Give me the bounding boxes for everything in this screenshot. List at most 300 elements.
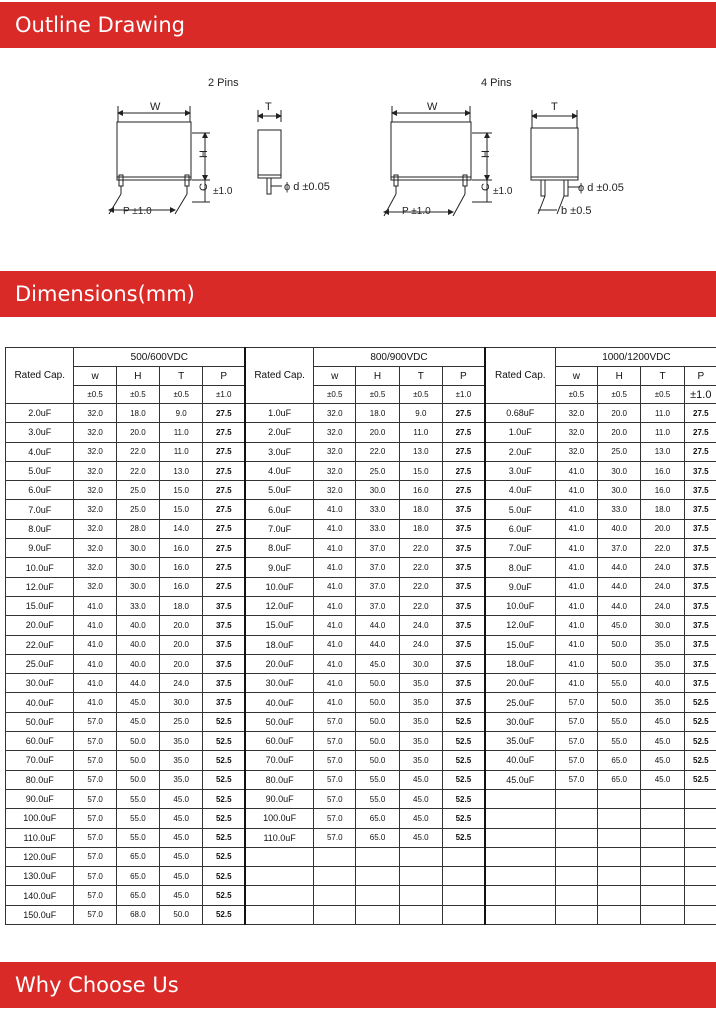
rated-cap-cell: 100.0uF (245, 809, 313, 828)
t-cell: 13.0 (399, 442, 442, 461)
rated-cap-cell: 10.0uF (6, 558, 74, 577)
t-cell: 11.0 (399, 423, 442, 442)
empty-cell (598, 847, 641, 866)
t-cell: 20.0 (160, 654, 203, 673)
h-cell: 50.0 (598, 693, 641, 712)
table-row (6, 577, 716, 596)
empty-cell (356, 867, 399, 886)
h-cell: 65.0 (116, 867, 159, 886)
empty-cell (245, 905, 313, 924)
t-cell: 16.0 (160, 558, 203, 577)
w-cell: 57.0 (74, 886, 116, 905)
h-cell: 33.0 (598, 500, 641, 519)
t-cell: 45.0 (641, 751, 684, 770)
t-cell: 35.0 (160, 732, 203, 751)
t-cell: 9.0 (399, 404, 442, 423)
empty-cell (598, 809, 641, 828)
pins4-w-label: W (427, 101, 438, 113)
column-header: H (116, 367, 159, 386)
h-cell: 44.0 (598, 577, 641, 596)
t-cell: 30.0 (399, 654, 442, 673)
t-cell: 35.0 (641, 635, 684, 654)
h-cell: 30.0 (116, 539, 159, 558)
h-cell: 55.0 (116, 789, 159, 808)
table-row (6, 654, 716, 673)
rated-cap-cell: 7.0uF (245, 519, 313, 538)
t-cell: 15.0 (160, 481, 203, 500)
rated-cap-header: Rated Cap. (485, 348, 555, 404)
table-row (6, 905, 716, 924)
p-cell: 37.5 (203, 674, 245, 693)
t-cell: 24.0 (641, 596, 684, 615)
rated-cap-cell: 4.0uF (245, 461, 313, 480)
p-cell: 27.5 (442, 442, 484, 461)
rated-cap-cell: 20.0uF (485, 674, 555, 693)
rated-cap-cell: 3.0uF (485, 461, 555, 480)
w-cell: 32.0 (555, 423, 597, 442)
w-cell: 41.0 (314, 693, 356, 712)
t-cell: 45.0 (399, 789, 442, 808)
why-choose-us-banner (0, 962, 716, 1008)
p-cell: 52.5 (203, 712, 245, 731)
rated-cap-cell: 9.0uF (245, 558, 313, 577)
rated-cap-cell: 12.0uF (6, 577, 74, 596)
tolerance-cell: ±0.5 (314, 386, 356, 404)
column-header: P (203, 367, 245, 386)
t-cell: 45.0 (641, 712, 684, 731)
p-cell: 52.5 (442, 809, 484, 828)
h-cell: 25.0 (356, 461, 399, 480)
w-cell: 57.0 (74, 905, 116, 924)
pins4-d-label: ϕ d ±0.05 (578, 182, 624, 194)
empty-cell (399, 867, 442, 886)
t-cell: 16.0 (160, 539, 203, 558)
w-cell: 32.0 (314, 461, 356, 480)
pins4-b-label: b ±0.5 (561, 205, 592, 217)
rated-cap-cell: 12.0uF (245, 596, 313, 615)
rated-cap-cell: 0.68uF (485, 404, 555, 423)
p-cell: 37.5 (442, 539, 484, 558)
w-cell: 41.0 (314, 500, 356, 519)
rated-cap-cell: 35.0uF (485, 732, 555, 751)
w-cell: 41.0 (314, 654, 356, 673)
p-cell: 37.5 (684, 674, 716, 693)
header-row-tolerances (6, 386, 716, 404)
tolerance-cell: ±0.5 (160, 386, 203, 404)
h-cell: 30.0 (598, 481, 641, 500)
w-cell: 41.0 (314, 635, 356, 654)
w-cell: 41.0 (555, 519, 597, 538)
w-cell: 41.0 (555, 539, 597, 558)
table-row (6, 732, 716, 751)
rated-cap-cell: 22.0uF (6, 635, 74, 654)
w-cell: 57.0 (555, 693, 597, 712)
empty-cell (641, 828, 684, 847)
h-cell: 44.0 (356, 635, 399, 654)
empty-cell (684, 809, 716, 828)
t-cell: 45.0 (160, 847, 203, 866)
rated-cap-cell: 120.0uF (6, 847, 74, 866)
w-cell: 32.0 (74, 519, 116, 538)
column-header: w (314, 367, 356, 386)
pins4-c-label: C (480, 183, 492, 191)
h-cell: 33.0 (116, 596, 159, 615)
t-cell: 22.0 (399, 539, 442, 558)
w-cell: 57.0 (74, 712, 116, 731)
p-cell: 27.5 (684, 404, 716, 423)
h-cell: 25.0 (116, 481, 159, 500)
pins2-t-label: T (265, 101, 272, 113)
empty-cell (485, 809, 555, 828)
p-cell: 27.5 (203, 442, 245, 461)
w-cell: 57.0 (555, 770, 597, 789)
outline-drawing (0, 60, 716, 260)
rated-cap-cell: 20.0uF (6, 616, 74, 635)
w-cell: 57.0 (74, 847, 116, 866)
header-row-columns (6, 367, 716, 386)
p-cell: 52.5 (203, 809, 245, 828)
t-cell: 45.0 (399, 770, 442, 789)
p-cell: 37.5 (203, 635, 245, 654)
h-cell: 65.0 (356, 809, 399, 828)
w-cell: 32.0 (555, 404, 597, 423)
table-row (6, 867, 716, 886)
h-cell: 40.0 (116, 635, 159, 654)
column-header: T (399, 367, 442, 386)
w-cell: 32.0 (74, 539, 116, 558)
t-cell: 35.0 (160, 751, 203, 770)
rated-cap-cell: 6.0uF (245, 500, 313, 519)
rated-cap-cell: 30.0uF (6, 674, 74, 693)
p-cell: 27.5 (684, 423, 716, 442)
rated-cap-cell: 18.0uF (485, 654, 555, 673)
h-cell: 55.0 (598, 732, 641, 751)
t-cell: 45.0 (160, 886, 203, 905)
tolerance-cell: ±0.5 (74, 386, 116, 404)
p-cell: 37.5 (442, 654, 484, 673)
pins2-side-view (258, 110, 282, 194)
rated-cap-cell: 110.0uF (6, 828, 74, 847)
empty-cell (399, 905, 442, 924)
t-cell: 22.0 (641, 539, 684, 558)
t-cell: 45.0 (160, 867, 203, 886)
h-cell: 50.0 (356, 674, 399, 693)
t-cell: 16.0 (160, 577, 203, 596)
h-cell: 20.0 (356, 423, 399, 442)
rated-cap-cell: 15.0uF (245, 616, 313, 635)
h-cell: 18.0 (116, 404, 159, 423)
h-cell: 25.0 (116, 500, 159, 519)
rated-cap-cell: 9.0uF (485, 577, 555, 596)
p-cell: 52.5 (442, 770, 484, 789)
table-row (6, 847, 716, 866)
h-cell: 45.0 (116, 712, 159, 731)
p-cell: 37.5 (203, 693, 245, 712)
empty-cell (641, 905, 684, 924)
w-cell: 57.0 (314, 770, 356, 789)
empty-cell (245, 847, 313, 866)
table-row (6, 635, 716, 654)
p-cell: 27.5 (442, 404, 484, 423)
empty-cell (684, 847, 716, 866)
p-cell: 37.5 (442, 596, 484, 615)
t-cell: 11.0 (160, 423, 203, 442)
tolerance-cell: ±1.0 (203, 386, 245, 404)
table-row (6, 404, 716, 423)
table-row (6, 616, 716, 635)
rated-cap-cell: 8.0uF (485, 558, 555, 577)
empty-cell (555, 886, 597, 905)
t-cell: 45.0 (160, 789, 203, 808)
pins2-front-view (109, 106, 210, 214)
empty-cell (485, 847, 555, 866)
empty-cell (555, 867, 597, 886)
p-cell: 27.5 (203, 404, 245, 423)
rated-cap-cell: 5.0uF (6, 461, 74, 480)
t-cell: 35.0 (399, 732, 442, 751)
t-cell: 24.0 (641, 558, 684, 577)
h-cell: 18.0 (356, 404, 399, 423)
pins2-c-label: C (198, 183, 210, 191)
why-choose-us-title: Why Choose Us (15, 973, 179, 997)
h-cell: 50.0 (598, 654, 641, 673)
h-cell: 20.0 (598, 404, 641, 423)
tolerance-cell: ±1.0 (442, 386, 484, 404)
voltage-header: 1000/1200VDC (555, 348, 716, 367)
t-cell: 45.0 (160, 809, 203, 828)
t-cell: 13.0 (641, 442, 684, 461)
t-cell: 11.0 (641, 423, 684, 442)
empty-cell (684, 886, 716, 905)
empty-cell (485, 886, 555, 905)
w-cell: 41.0 (74, 616, 116, 635)
w-cell: 41.0 (314, 674, 356, 693)
empty-cell (555, 847, 597, 866)
w-cell: 57.0 (74, 828, 116, 847)
w-cell: 41.0 (555, 596, 597, 615)
w-cell: 32.0 (74, 577, 116, 596)
t-cell: 25.0 (160, 712, 203, 731)
tolerance-cell: ±0.5 (399, 386, 442, 404)
h-cell: 30.0 (598, 461, 641, 480)
t-cell: 20.0 (641, 519, 684, 538)
h-cell: 45.0 (116, 693, 159, 712)
p-cell: 52.5 (203, 847, 245, 866)
p-cell: 37.5 (684, 596, 716, 615)
column-header: H (356, 367, 399, 386)
rated-cap-cell: 30.0uF (485, 712, 555, 731)
w-cell: 57.0 (555, 712, 597, 731)
empty-cell (598, 789, 641, 808)
h-cell: 65.0 (598, 770, 641, 789)
t-cell: 35.0 (399, 751, 442, 770)
h-cell: 68.0 (116, 905, 159, 924)
tolerance-cell: ±0.5 (598, 386, 641, 404)
w-cell: 32.0 (74, 404, 116, 423)
rated-cap-cell: 80.0uF (6, 770, 74, 789)
p-cell: 27.5 (442, 423, 484, 442)
rated-cap-cell: 6.0uF (485, 519, 555, 538)
empty-cell (598, 886, 641, 905)
empty-cell (314, 847, 356, 866)
empty-cell (442, 905, 484, 924)
pins2-label: 2 Pins (208, 77, 239, 89)
p-cell: 52.5 (684, 732, 716, 751)
table-row (6, 770, 716, 789)
empty-cell (356, 886, 399, 905)
w-cell: 41.0 (74, 654, 116, 673)
w-cell: 32.0 (74, 558, 116, 577)
dimensions-banner (0, 271, 716, 317)
t-cell: 50.0 (160, 905, 203, 924)
rated-cap-cell: 90.0uF (6, 789, 74, 808)
empty-cell (598, 905, 641, 924)
p-cell: 37.5 (684, 500, 716, 519)
p-cell: 37.5 (684, 635, 716, 654)
p-cell: 37.5 (684, 519, 716, 538)
t-cell: 18.0 (160, 596, 203, 615)
w-cell: 41.0 (555, 654, 597, 673)
pins4-c-tol: ±1.0 (493, 186, 513, 197)
t-cell: 16.0 (641, 481, 684, 500)
table-row (6, 539, 716, 558)
w-cell: 32.0 (314, 442, 356, 461)
empty-cell (684, 828, 716, 847)
tolerance-cell: ±1.0 (684, 386, 716, 404)
table-row (6, 674, 716, 693)
rated-cap-cell: 25.0uF (6, 654, 74, 673)
w-cell: 41.0 (555, 577, 597, 596)
h-cell: 30.0 (356, 481, 399, 500)
rated-cap-cell: 45.0uF (485, 770, 555, 789)
h-cell: 28.0 (116, 519, 159, 538)
column-header: w (555, 367, 597, 386)
h-cell: 40.0 (116, 654, 159, 673)
h-cell: 44.0 (598, 596, 641, 615)
w-cell: 41.0 (555, 481, 597, 500)
h-cell: 65.0 (356, 828, 399, 847)
rated-cap-cell: 110.0uF (245, 828, 313, 847)
t-cell: 18.0 (399, 500, 442, 519)
empty-cell (555, 905, 597, 924)
h-cell: 55.0 (356, 770, 399, 789)
t-cell: 35.0 (399, 674, 442, 693)
p-cell: 27.5 (203, 558, 245, 577)
t-cell: 45.0 (641, 732, 684, 751)
h-cell: 50.0 (356, 712, 399, 731)
empty-cell (555, 809, 597, 828)
t-cell: 20.0 (160, 616, 203, 635)
t-cell: 35.0 (160, 770, 203, 789)
h-cell: 50.0 (356, 693, 399, 712)
rated-cap-cell: 70.0uF (6, 751, 74, 770)
rated-cap-cell: 2.0uF (485, 442, 555, 461)
empty-cell (442, 886, 484, 905)
h-cell: 65.0 (598, 751, 641, 770)
pins4-p-label: P ±1.0 (402, 206, 431, 217)
empty-cell (356, 847, 399, 866)
w-cell: 32.0 (74, 481, 116, 500)
h-cell: 22.0 (356, 442, 399, 461)
h-cell: 55.0 (598, 712, 641, 731)
rated-cap-cell: 1.0uF (485, 423, 555, 442)
rated-cap-cell: 7.0uF (485, 539, 555, 558)
p-cell: 52.5 (203, 770, 245, 789)
empty-cell (684, 867, 716, 886)
empty-cell (442, 867, 484, 886)
empty-cell (684, 789, 716, 808)
t-cell: 45.0 (399, 828, 442, 847)
h-cell: 55.0 (116, 828, 159, 847)
table-row (6, 886, 716, 905)
column-header: T (641, 367, 684, 386)
t-cell: 15.0 (160, 500, 203, 519)
t-cell: 30.0 (641, 616, 684, 635)
column-header: T (160, 367, 203, 386)
table-row (6, 519, 716, 538)
w-cell: 41.0 (314, 577, 356, 596)
empty-cell (598, 828, 641, 847)
p-cell: 52.5 (442, 732, 484, 751)
table-row (6, 789, 716, 808)
table-row (6, 828, 716, 847)
t-cell: 22.0 (399, 558, 442, 577)
h-cell: 37.0 (356, 577, 399, 596)
p-cell: 37.5 (442, 577, 484, 596)
p-cell: 27.5 (203, 577, 245, 596)
column-header: H (598, 367, 641, 386)
w-cell: 32.0 (74, 461, 116, 480)
voltage-header: 500/600VDC (74, 348, 245, 367)
p-cell: 37.5 (203, 616, 245, 635)
w-cell: 57.0 (314, 789, 356, 808)
empty-cell (598, 867, 641, 886)
rated-cap-cell: 60.0uF (245, 732, 313, 751)
t-cell: 35.0 (399, 712, 442, 731)
rated-cap-cell: 12.0uF (485, 616, 555, 635)
t-cell: 35.0 (641, 693, 684, 712)
h-cell: 45.0 (598, 616, 641, 635)
table-row (6, 596, 716, 615)
empty-cell (641, 867, 684, 886)
table-row (6, 693, 716, 712)
table-row (6, 442, 716, 461)
h-cell: 30.0 (116, 558, 159, 577)
p-cell: 27.5 (203, 539, 245, 558)
rated-cap-cell: 20.0uF (245, 654, 313, 673)
empty-cell (485, 867, 555, 886)
column-header: P (684, 367, 716, 386)
w-cell: 57.0 (74, 867, 116, 886)
rated-cap-cell: 140.0uF (6, 886, 74, 905)
h-cell: 40.0 (598, 519, 641, 538)
rated-cap-cell: 25.0uF (485, 693, 555, 712)
p-cell: 27.5 (203, 500, 245, 519)
tolerance-cell: ±0.5 (555, 386, 597, 404)
rated-cap-cell: 2.0uF (6, 404, 74, 423)
h-cell: 22.0 (116, 442, 159, 461)
outline-drawing-banner (0, 2, 716, 48)
p-cell: 27.5 (442, 481, 484, 500)
w-cell: 32.0 (74, 442, 116, 461)
empty-cell (399, 847, 442, 866)
rated-cap-cell: 40.0uF (245, 693, 313, 712)
empty-cell (641, 809, 684, 828)
empty-cell (485, 905, 555, 924)
p-cell: 52.5 (442, 751, 484, 770)
empty-cell (356, 905, 399, 924)
p-cell: 27.5 (203, 423, 245, 442)
